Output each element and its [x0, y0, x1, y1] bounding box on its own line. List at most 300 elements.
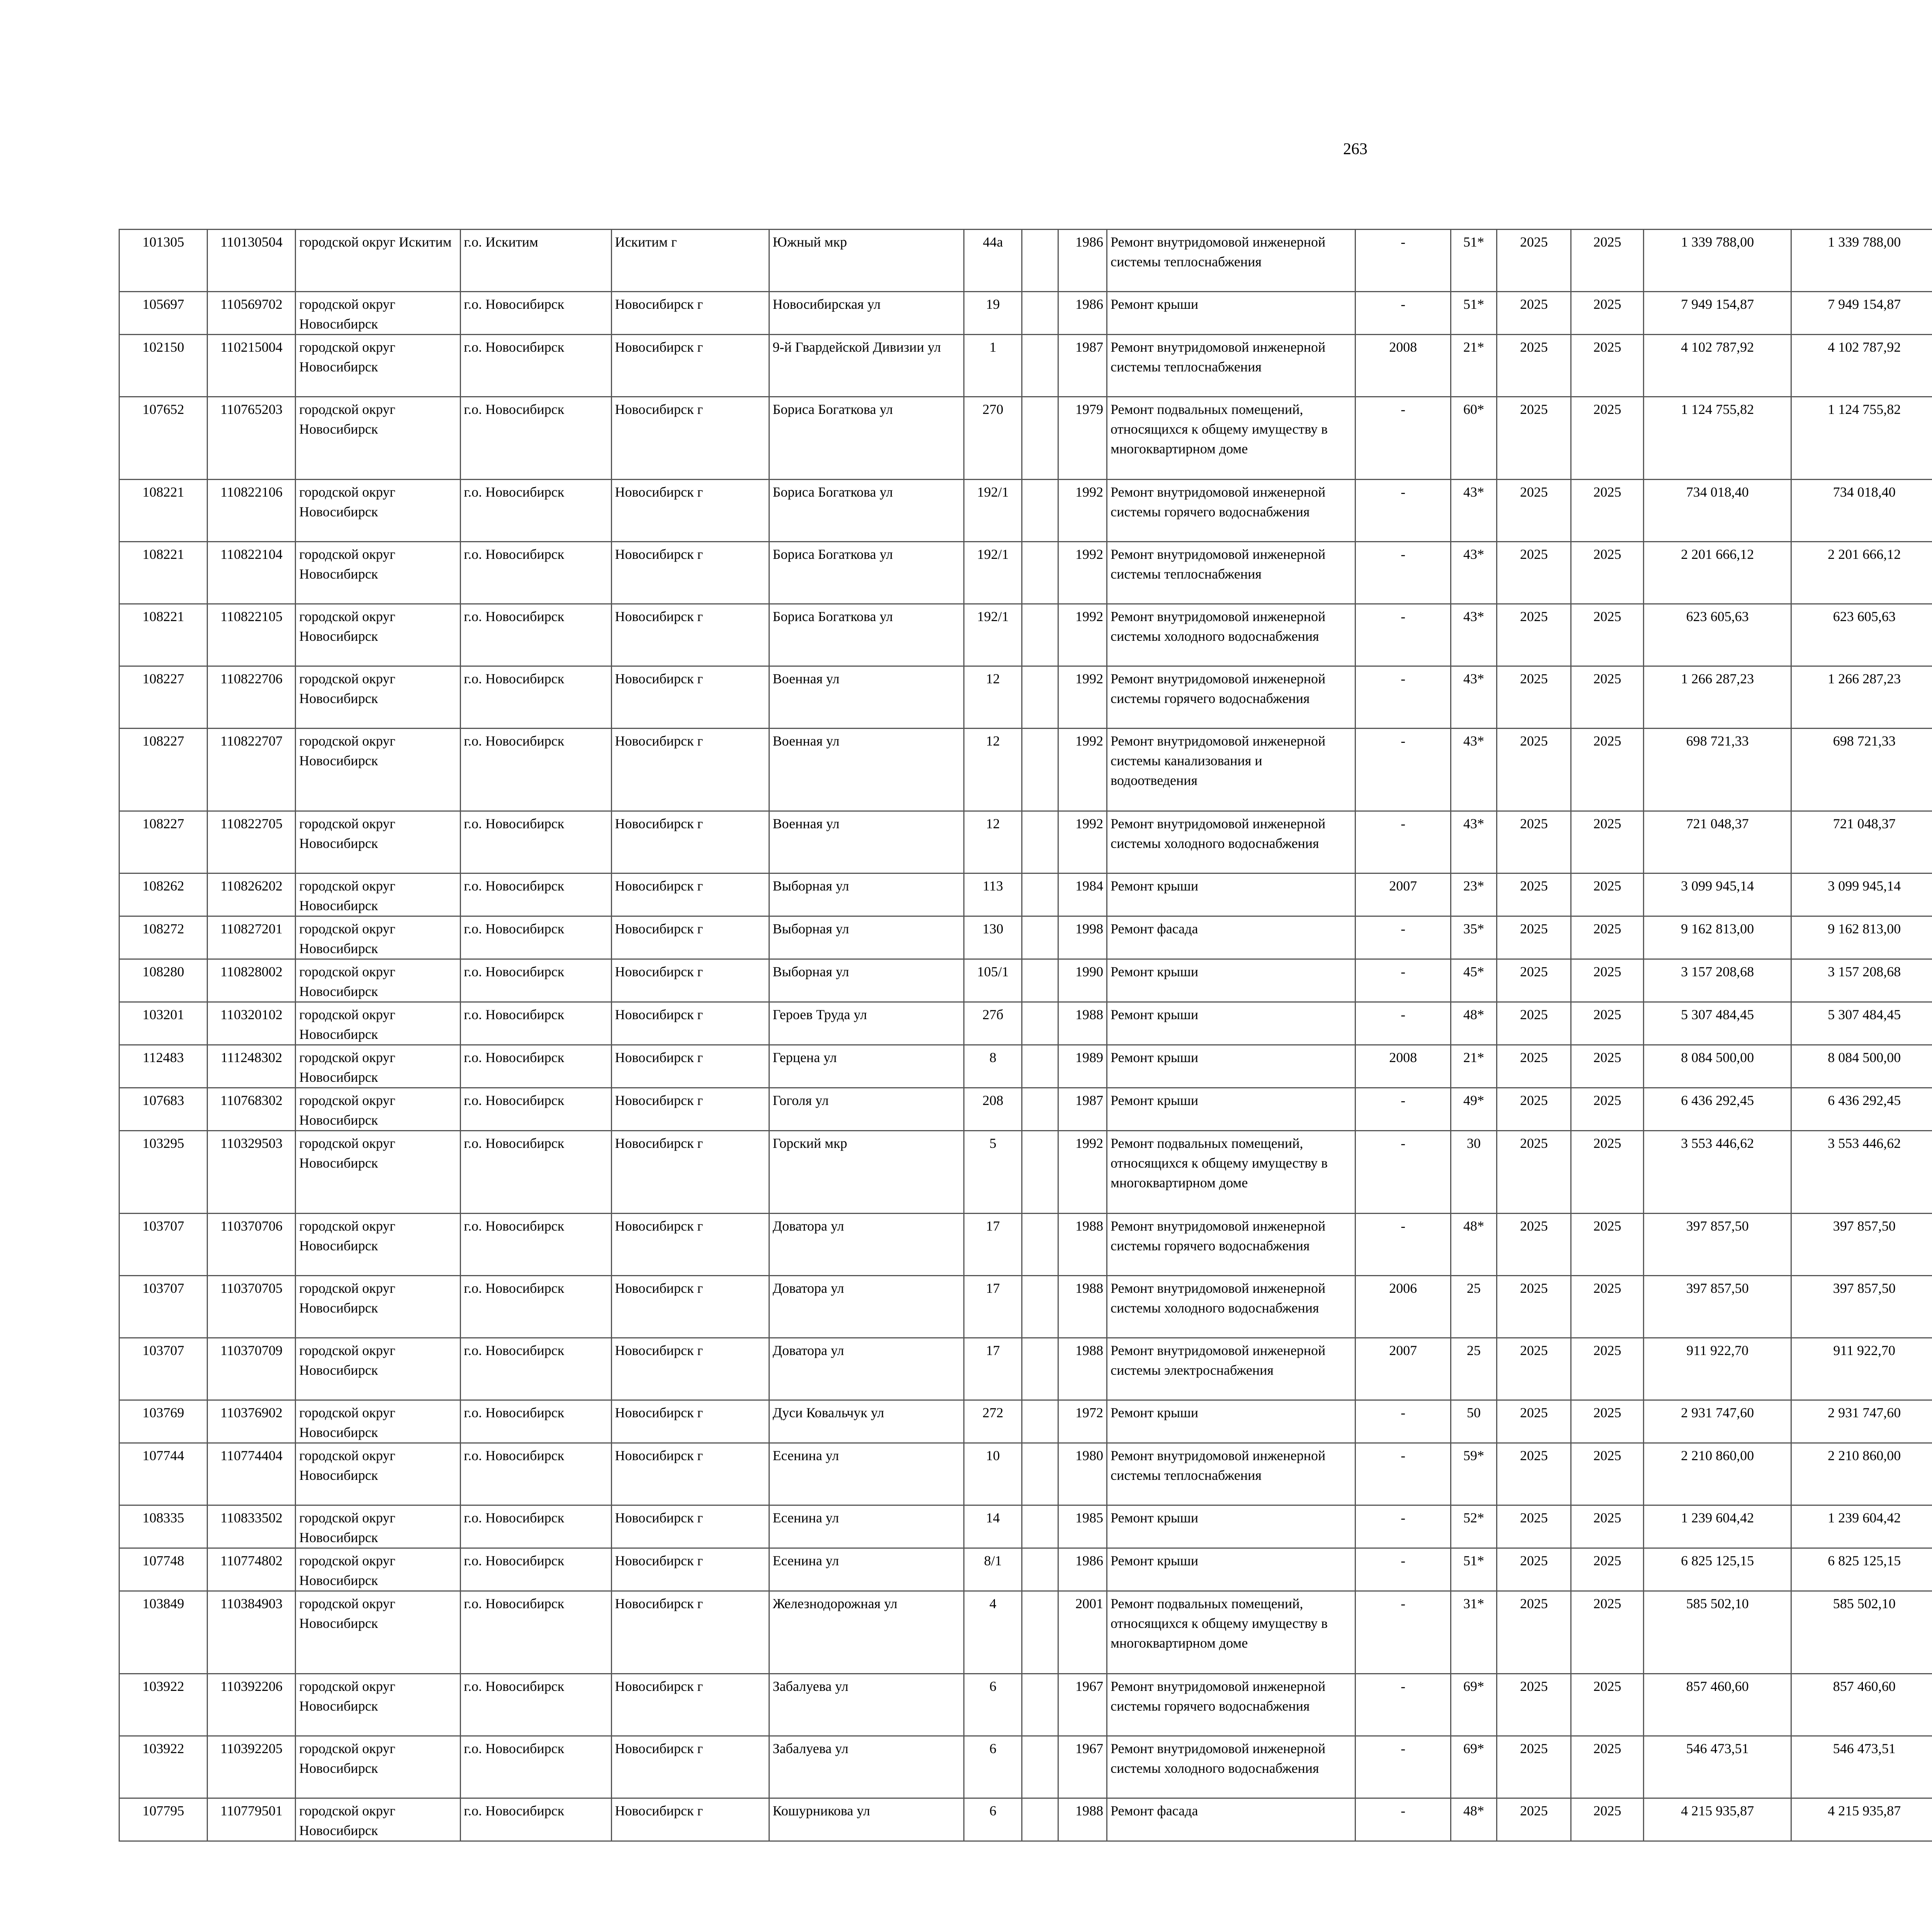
- cell-regional-fund-cost: 3 553 446,62: [1791, 1131, 1932, 1214]
- cell-street: Есенина ул: [769, 1443, 964, 1505]
- cell-plan-year-end: 2025: [1571, 1591, 1644, 1674]
- cell-settlement: Новосибирск г: [611, 916, 769, 959]
- cell-settlement-code: г.о. Новосибирск: [460, 1400, 611, 1443]
- cell-house-id: 108221: [119, 604, 207, 666]
- cell-municipality: городской округ Новосибирск: [296, 916, 460, 959]
- cell-regional-fund-cost: 9 162 813,00: [1791, 916, 1932, 959]
- cell-wear-percent: 51*: [1451, 1548, 1497, 1591]
- cell-total-cost: 1 339 788,00: [1644, 230, 1791, 292]
- cell-settlement: Новосибирск г: [611, 335, 769, 397]
- cell-work-type: Ремонт внутридомовой инженерной системы холодного водоснабжения: [1107, 604, 1355, 666]
- cell-regional-fund-cost: 4 215 935,87: [1791, 1798, 1932, 1841]
- table-row: [119, 542, 1932, 604]
- cell-work-type: Ремонт внутридомовой инженерной системы электроснабжения: [1107, 1338, 1355, 1400]
- cell-house-id: 103922: [119, 1736, 207, 1798]
- cell-building: [1022, 604, 1058, 666]
- table-row: [119, 1214, 1932, 1276]
- cell-municipality: городской округ Новосибирск: [296, 542, 460, 604]
- cell-total-cost: 734 018,40: [1644, 480, 1791, 542]
- cell-plan-year-start: 2025: [1497, 1214, 1571, 1276]
- cell-plan-year-end: 2025: [1571, 604, 1644, 666]
- cell-street: Бориса Богаткова ул: [769, 480, 964, 542]
- cell-regional-fund-cost: 1 339 788,00: [1791, 230, 1932, 292]
- cell-work-type: Ремонт крыши: [1107, 1505, 1355, 1548]
- cell-wear-percent: 49*: [1451, 1088, 1497, 1131]
- cell-house-id: 108335: [119, 1505, 207, 1548]
- cell-house-number: 12: [964, 811, 1022, 873]
- cell-last-repair-year: -: [1355, 1214, 1451, 1276]
- cell-last-repair-year: -: [1355, 959, 1451, 1002]
- cell-year-built: 1988: [1058, 1002, 1107, 1045]
- cell-plan-year-start: 2025: [1497, 729, 1571, 811]
- table-row: [119, 292, 1932, 335]
- cell-work-id: 111248302: [207, 1045, 296, 1088]
- cell-regional-fund-cost: 721 048,37: [1791, 811, 1932, 873]
- table-row: [119, 1798, 1932, 1841]
- cell-total-cost: 6 436 292,45: [1644, 1088, 1791, 1131]
- cell-settlement-code: г.о. Новосибирск: [460, 542, 611, 604]
- cell-municipality: городской округ Новосибирск: [296, 666, 460, 729]
- cell-wear-percent: 31*: [1451, 1591, 1497, 1674]
- cell-house-number: 10: [964, 1443, 1022, 1505]
- cell-street: Бориса Богаткова ул: [769, 397, 964, 480]
- cell-municipality: городской округ Новосибирск: [296, 1045, 460, 1088]
- cell-total-cost: 698 721,33: [1644, 729, 1791, 811]
- cell-settlement: Новосибирск г: [611, 1505, 769, 1548]
- cell-settlement: Новосибирск г: [611, 729, 769, 811]
- cell-plan-year-start: 2025: [1497, 604, 1571, 666]
- cell-building: [1022, 230, 1058, 292]
- cell-work-id: 110370706: [207, 1214, 296, 1276]
- cell-building: [1022, 542, 1058, 604]
- cell-house-number: 14: [964, 1505, 1022, 1548]
- cell-regional-fund-cost: 1 239 604,42: [1791, 1505, 1932, 1548]
- cell-house-id: 107683: [119, 1088, 207, 1131]
- cell-work-type: Ремонт крыши: [1107, 1548, 1355, 1591]
- cell-house-id: 108221: [119, 542, 207, 604]
- cell-regional-fund-cost: 911 922,70: [1791, 1338, 1932, 1400]
- cell-street: Железнодорожная ул: [769, 1591, 964, 1674]
- cell-street: Есенина ул: [769, 1505, 964, 1548]
- cell-settlement-code: г.о. Новосибирск: [460, 873, 611, 916]
- cell-house-id: 103707: [119, 1214, 207, 1276]
- cell-municipality: городской округ Новосибирск: [296, 1131, 460, 1214]
- cell-year-built: 1988: [1058, 1276, 1107, 1338]
- cell-regional-fund-cost: 3 157 208,68: [1791, 959, 1932, 1002]
- cell-work-id: 110774802: [207, 1548, 296, 1591]
- cell-last-repair-year: -: [1355, 1548, 1451, 1591]
- cell-year-built: 1992: [1058, 480, 1107, 542]
- cell-year-built: 1980: [1058, 1443, 1107, 1505]
- cell-plan-year-start: 2025: [1497, 873, 1571, 916]
- cell-regional-fund-cost: 397 857,50: [1791, 1276, 1932, 1338]
- cell-plan-year-end: 2025: [1571, 1045, 1644, 1088]
- cell-settlement: Новосибирск г: [611, 1736, 769, 1798]
- cell-building: [1022, 959, 1058, 1002]
- cell-plan-year-start: 2025: [1497, 1338, 1571, 1400]
- cell-plan-year-end: 2025: [1571, 1443, 1644, 1505]
- cell-year-built: 1992: [1058, 542, 1107, 604]
- cell-plan-year-start: 2025: [1497, 1591, 1571, 1674]
- cell-municipality: городской округ Новосибирск: [296, 480, 460, 542]
- cell-building: [1022, 916, 1058, 959]
- cell-settlement: Новосибирск г: [611, 1214, 769, 1276]
- cell-total-cost: 585 502,10: [1644, 1591, 1791, 1674]
- cell-street: Бориса Богаткова ул: [769, 542, 964, 604]
- cell-street: Есенина ул: [769, 1548, 964, 1591]
- cell-house-id: 112483: [119, 1045, 207, 1088]
- cell-total-cost: 3 157 208,68: [1644, 959, 1791, 1002]
- cell-work-type: Ремонт внутридомовой инженерной системы горячего водоснабжения: [1107, 666, 1355, 729]
- cell-plan-year-start: 2025: [1497, 811, 1571, 873]
- cell-settlement-code: г.о. Новосибирск: [460, 480, 611, 542]
- cell-settlement-code: г.о. Новосибирск: [460, 1443, 611, 1505]
- cell-wear-percent: 21*: [1451, 335, 1497, 397]
- cell-house-number: 105/1: [964, 959, 1022, 1002]
- table-row: [119, 1276, 1932, 1338]
- cell-house-number: 6: [964, 1674, 1022, 1736]
- cell-work-type: Ремонт крыши: [1107, 1400, 1355, 1443]
- cell-plan-year-end: 2025: [1571, 1505, 1644, 1548]
- cell-year-built: 1986: [1058, 292, 1107, 335]
- cell-house-id: 102150: [119, 335, 207, 397]
- registry-table: [119, 229, 1932, 1842]
- cell-street: Доватора ул: [769, 1338, 964, 1400]
- table-row: [119, 604, 1932, 666]
- cell-work-type: Ремонт крыши: [1107, 873, 1355, 916]
- cell-total-cost: 546 473,51: [1644, 1736, 1791, 1798]
- cell-work-id: 110827201: [207, 916, 296, 959]
- cell-work-id: 110833502: [207, 1505, 296, 1548]
- cell-plan-year-end: 2025: [1571, 1214, 1644, 1276]
- cell-house-number: 44а: [964, 230, 1022, 292]
- table-row: [119, 916, 1932, 959]
- cell-total-cost: 2 931 747,60: [1644, 1400, 1791, 1443]
- cell-municipality: городской округ Новосибирск: [296, 1443, 460, 1505]
- cell-work-id: 110828002: [207, 959, 296, 1002]
- cell-wear-percent: 51*: [1451, 292, 1497, 335]
- cell-wear-percent: 50: [1451, 1400, 1497, 1443]
- cell-settlement: Новосибирск г: [611, 959, 769, 1002]
- cell-last-repair-year: -: [1355, 230, 1451, 292]
- cell-regional-fund-cost: 5 307 484,45: [1791, 1002, 1932, 1045]
- cell-work-type: Ремонт подвальных помещений, относящихся к общему имуществу в многоквартирном доме: [1107, 1131, 1355, 1214]
- cell-house-number: 192/1: [964, 604, 1022, 666]
- cell-last-repair-year: -: [1355, 1674, 1451, 1736]
- cell-regional-fund-cost: 623 605,63: [1791, 604, 1932, 666]
- cell-house-id: 108280: [119, 959, 207, 1002]
- cell-settlement-code: г.о. Новосибирск: [460, 1214, 611, 1276]
- cell-plan-year-end: 2025: [1571, 1736, 1644, 1798]
- cell-wear-percent: 43*: [1451, 542, 1497, 604]
- cell-building: [1022, 1443, 1058, 1505]
- cell-total-cost: 5 307 484,45: [1644, 1002, 1791, 1045]
- cell-plan-year-end: 2025: [1571, 1400, 1644, 1443]
- cell-work-type: Ремонт внутридомовой инженерной системы горячего водоснабжения: [1107, 480, 1355, 542]
- cell-settlement-code: г.о. Новосибирск: [460, 1505, 611, 1548]
- cell-plan-year-start: 2025: [1497, 1045, 1571, 1088]
- cell-year-built: 1984: [1058, 873, 1107, 916]
- cell-street: Бориса Богаткова ул: [769, 604, 964, 666]
- cell-plan-year-start: 2025: [1497, 1798, 1571, 1841]
- cell-work-id: 110822104: [207, 542, 296, 604]
- cell-year-built: 1987: [1058, 335, 1107, 397]
- cell-wear-percent: 23*: [1451, 873, 1497, 916]
- cell-wear-percent: 43*: [1451, 666, 1497, 729]
- cell-work-id: 110822707: [207, 729, 296, 811]
- cell-regional-fund-cost: 7 949 154,87: [1791, 292, 1932, 335]
- cell-plan-year-end: 2025: [1571, 1002, 1644, 1045]
- cell-regional-fund-cost: 6 436 292,45: [1791, 1088, 1932, 1131]
- cell-work-id: 110768302: [207, 1088, 296, 1131]
- cell-plan-year-end: 2025: [1571, 480, 1644, 542]
- cell-work-id: 110569702: [207, 292, 296, 335]
- cell-building: [1022, 811, 1058, 873]
- cell-municipality: городской округ Новосибирск: [296, 1214, 460, 1276]
- table-row: [119, 1338, 1932, 1400]
- cell-building: [1022, 397, 1058, 480]
- cell-regional-fund-cost: 1 266 287,23: [1791, 666, 1932, 729]
- cell-plan-year-start: 2025: [1497, 335, 1571, 397]
- cell-wear-percent: 21*: [1451, 1045, 1497, 1088]
- cell-settlement-code: г.о. Новосибирск: [460, 397, 611, 480]
- cell-house-id: 103922: [119, 1674, 207, 1736]
- cell-work-id: 110392206: [207, 1674, 296, 1736]
- cell-plan-year-start: 2025: [1497, 542, 1571, 604]
- cell-settlement-code: г.о. Новосибирск: [460, 959, 611, 1002]
- cell-house-number: 17: [964, 1338, 1022, 1400]
- cell-street: Гоголя ул: [769, 1088, 964, 1131]
- table-row: [119, 1088, 1932, 1131]
- table-row: [119, 230, 1932, 292]
- cell-last-repair-year: -: [1355, 480, 1451, 542]
- cell-last-repair-year: 2007: [1355, 1338, 1451, 1400]
- cell-work-id: 110215004: [207, 335, 296, 397]
- cell-total-cost: 8 084 500,00: [1644, 1045, 1791, 1088]
- cell-municipality: городской округ Новосибирск: [296, 1736, 460, 1798]
- cell-building: [1022, 1088, 1058, 1131]
- cell-plan-year-end: 2025: [1571, 1548, 1644, 1591]
- cell-work-type: Ремонт внутридомовой инженерной системы теплоснабжения: [1107, 335, 1355, 397]
- cell-municipality: городской округ Новосибирск: [296, 1505, 460, 1548]
- cell-total-cost: 397 857,50: [1644, 1276, 1791, 1338]
- cell-plan-year-start: 2025: [1497, 230, 1571, 292]
- cell-house-id: 107744: [119, 1443, 207, 1505]
- cell-street: Выборная ул: [769, 916, 964, 959]
- cell-work-type: Ремонт внутридомовой инженерной системы теплоснабжения: [1107, 1443, 1355, 1505]
- cell-regional-fund-cost: 2 931 747,60: [1791, 1400, 1932, 1443]
- cell-house-id: 108262: [119, 873, 207, 916]
- cell-work-id: 110370709: [207, 1338, 296, 1400]
- cell-last-repair-year: -: [1355, 1443, 1451, 1505]
- cell-total-cost: 6 825 125,15: [1644, 1548, 1791, 1591]
- cell-work-type: Ремонт крыши: [1107, 1002, 1355, 1045]
- cell-house-number: 17: [964, 1214, 1022, 1276]
- cell-settlement: Новосибирск г: [611, 292, 769, 335]
- cell-total-cost: 623 605,63: [1644, 604, 1791, 666]
- cell-municipality: городской округ Новосибирск: [296, 292, 460, 335]
- cell-work-id: 110320102: [207, 1002, 296, 1045]
- cell-regional-fund-cost: 857 460,60: [1791, 1674, 1932, 1736]
- cell-street: Выборная ул: [769, 873, 964, 916]
- cell-municipality: городской округ Новосибирск: [296, 1674, 460, 1736]
- cell-work-id: 110370705: [207, 1276, 296, 1338]
- cell-building: [1022, 729, 1058, 811]
- cell-plan-year-start: 2025: [1497, 1548, 1571, 1591]
- cell-wear-percent: 25: [1451, 1276, 1497, 1338]
- cell-house-id: 108227: [119, 666, 207, 729]
- cell-plan-year-end: 2025: [1571, 959, 1644, 1002]
- cell-building: [1022, 1214, 1058, 1276]
- cell-building: [1022, 1548, 1058, 1591]
- cell-plan-year-start: 2025: [1497, 1736, 1571, 1798]
- table-row: [119, 1002, 1932, 1045]
- table-row: [119, 1736, 1932, 1798]
- cell-work-id: 110822705: [207, 811, 296, 873]
- cell-wear-percent: 69*: [1451, 1674, 1497, 1736]
- cell-wear-percent: 25: [1451, 1338, 1497, 1400]
- cell-building: [1022, 1674, 1058, 1736]
- cell-last-repair-year: -: [1355, 397, 1451, 480]
- cell-year-built: 1990: [1058, 959, 1107, 1002]
- cell-total-cost: 857 460,60: [1644, 1674, 1791, 1736]
- cell-plan-year-start: 2025: [1497, 1505, 1571, 1548]
- cell-last-repair-year: -: [1355, 1736, 1451, 1798]
- cell-total-cost: 2 201 666,12: [1644, 542, 1791, 604]
- cell-settlement: Новосибирск г: [611, 1798, 769, 1841]
- cell-year-built: 1992: [1058, 666, 1107, 729]
- cell-last-repair-year: -: [1355, 1131, 1451, 1214]
- cell-house-number: 192/1: [964, 480, 1022, 542]
- cell-building: [1022, 1736, 1058, 1798]
- cell-plan-year-end: 2025: [1571, 542, 1644, 604]
- cell-total-cost: 3 099 945,14: [1644, 873, 1791, 916]
- cell-street: Забалуева ул: [769, 1736, 964, 1798]
- cell-last-repair-year: -: [1355, 1798, 1451, 1841]
- cell-last-repair-year: -: [1355, 1088, 1451, 1131]
- cell-work-id: 110822106: [207, 480, 296, 542]
- cell-house-number: 17: [964, 1276, 1022, 1338]
- cell-total-cost: 1 124 755,82: [1644, 397, 1791, 480]
- cell-last-repair-year: -: [1355, 292, 1451, 335]
- cell-wear-percent: 43*: [1451, 604, 1497, 666]
- table-row: [119, 335, 1932, 397]
- cell-settlement: Новосибирск г: [611, 480, 769, 542]
- cell-settlement-code: г.о. Новосибирск: [460, 1674, 611, 1736]
- cell-plan-year-start: 2025: [1497, 1088, 1571, 1131]
- cell-house-id: 108227: [119, 729, 207, 811]
- cell-last-repair-year: 2007: [1355, 873, 1451, 916]
- cell-building: [1022, 1591, 1058, 1674]
- cell-regional-fund-cost: 2 201 666,12: [1791, 542, 1932, 604]
- cell-regional-fund-cost: 546 473,51: [1791, 1736, 1932, 1798]
- cell-total-cost: 1 239 604,42: [1644, 1505, 1791, 1548]
- page-number: 263: [1343, 140, 1367, 158]
- cell-house-id: 107795: [119, 1798, 207, 1841]
- table-body: [119, 230, 1932, 1841]
- cell-work-type: Ремонт фасада: [1107, 1798, 1355, 1841]
- cell-municipality: городской округ Новосибирск: [296, 959, 460, 1002]
- cell-work-type: Ремонт подвальных помещений, относящихся к общему имуществу в многоквартирном доме: [1107, 1591, 1355, 1674]
- cell-work-type: Ремонт крыши: [1107, 1088, 1355, 1131]
- cell-settlement-code: г.о. Новосибирск: [460, 335, 611, 397]
- cell-work-id: 110376902: [207, 1400, 296, 1443]
- cell-work-id: 110130504: [207, 230, 296, 292]
- table-row: [119, 1045, 1932, 1088]
- cell-house-id: 103769: [119, 1400, 207, 1443]
- cell-house-id: 108227: [119, 811, 207, 873]
- cell-building: [1022, 1276, 1058, 1338]
- cell-municipality: городской округ Новосибирск: [296, 397, 460, 480]
- cell-plan-year-start: 2025: [1497, 959, 1571, 1002]
- cell-last-repair-year: -: [1355, 666, 1451, 729]
- cell-plan-year-start: 2025: [1497, 292, 1571, 335]
- cell-street: Горский мкр: [769, 1131, 964, 1214]
- cell-house-id: 103295: [119, 1131, 207, 1214]
- cell-building: [1022, 873, 1058, 916]
- cell-plan-year-end: 2025: [1571, 397, 1644, 480]
- cell-street: 9-й Гвардейской Дивизии ул: [769, 335, 964, 397]
- cell-house-number: 4: [964, 1591, 1022, 1674]
- cell-settlement: Новосибирск г: [611, 811, 769, 873]
- cell-wear-percent: 59*: [1451, 1443, 1497, 1505]
- cell-plan-year-start: 2025: [1497, 1131, 1571, 1214]
- table-row: [119, 873, 1932, 916]
- cell-work-id: 110329503: [207, 1131, 296, 1214]
- cell-street: Доватора ул: [769, 1276, 964, 1338]
- cell-settlement: Новосибирск г: [611, 542, 769, 604]
- cell-building: [1022, 1131, 1058, 1214]
- cell-year-built: 1992: [1058, 1131, 1107, 1214]
- cell-settlement-code: г.о. Новосибирск: [460, 916, 611, 959]
- cell-house-number: 192/1: [964, 542, 1022, 604]
- cell-work-id: 110384903: [207, 1591, 296, 1674]
- cell-settlement: Новосибирск г: [611, 1088, 769, 1131]
- cell-municipality: городской округ Искитим: [296, 230, 460, 292]
- cell-plan-year-start: 2025: [1497, 666, 1571, 729]
- cell-house-id: 103707: [119, 1338, 207, 1400]
- cell-house-number: 6: [964, 1798, 1022, 1841]
- cell-house-number: 1: [964, 335, 1022, 397]
- cell-building: [1022, 1400, 1058, 1443]
- cell-settlement: Новосибирск г: [611, 1045, 769, 1088]
- cell-building: [1022, 480, 1058, 542]
- cell-last-repair-year: -: [1355, 1591, 1451, 1674]
- cell-year-built: 1988: [1058, 1214, 1107, 1276]
- cell-street: Героев Труда ул: [769, 1002, 964, 1045]
- cell-year-built: 1998: [1058, 916, 1107, 959]
- cell-settlement-code: г.о. Новосибирск: [460, 1131, 611, 1214]
- cell-building: [1022, 335, 1058, 397]
- cell-settlement: Новосибирск г: [611, 1591, 769, 1674]
- cell-plan-year-end: 2025: [1571, 811, 1644, 873]
- cell-work-type: Ремонт внутридомовой инженерной системы холодного водоснабжения: [1107, 1276, 1355, 1338]
- cell-year-built: 1986: [1058, 230, 1107, 292]
- cell-regional-fund-cost: 585 502,10: [1791, 1591, 1932, 1674]
- cell-municipality: городской округ Новосибирск: [296, 729, 460, 811]
- cell-settlement-code: г.о. Новосибирск: [460, 729, 611, 811]
- cell-plan-year-end: 2025: [1571, 1131, 1644, 1214]
- cell-settlement-code: г.о. Новосибирск: [460, 1002, 611, 1045]
- cell-year-built: 1986: [1058, 1548, 1107, 1591]
- cell-total-cost: 397 857,50: [1644, 1214, 1791, 1276]
- cell-municipality: городской округ Новосибирск: [296, 1591, 460, 1674]
- cell-settlement: Новосибирск г: [611, 1443, 769, 1505]
- table-row: [119, 666, 1932, 729]
- cell-house-number: 27б: [964, 1002, 1022, 1045]
- cell-plan-year-start: 2025: [1497, 1674, 1571, 1736]
- cell-wear-percent: 45*: [1451, 959, 1497, 1002]
